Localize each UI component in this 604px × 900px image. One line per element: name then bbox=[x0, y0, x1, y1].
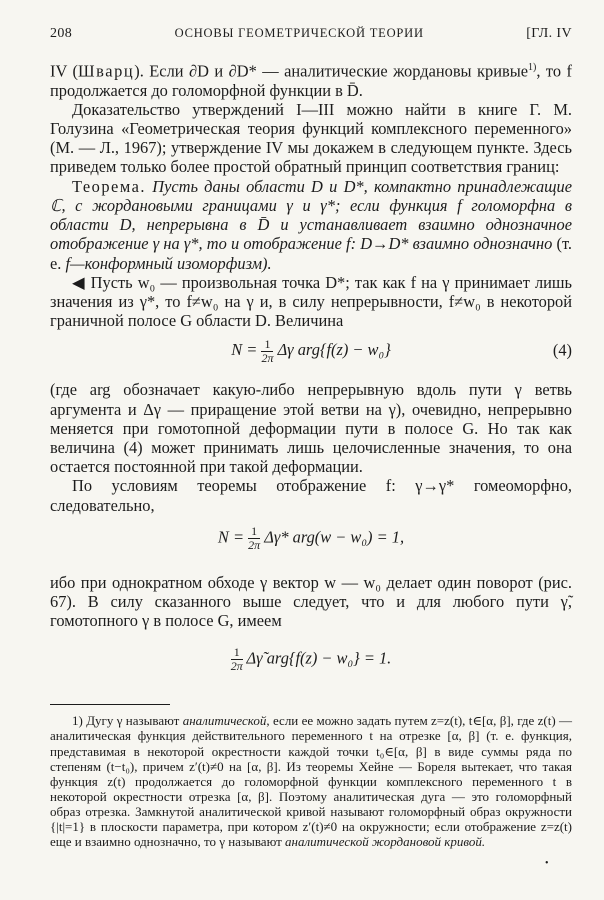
fraction: $\frac{1}{2\pi}$ bbox=[248, 523, 261, 552]
footnote-mark: 1) bbox=[72, 713, 83, 729]
page-number: 208 bbox=[50, 26, 73, 41]
equation-n-equals-1: N = $\frac{1}{2\pi}$ Δγ* arg(w − w₀) = 1, bbox=[217, 523, 405, 552]
footnote-ref: 1) bbox=[528, 62, 537, 73]
paragraph-homotopy: (где arg обозначает какую-либо непрерывную вдоль пути γ ветвь аргумента и Δγ — приращение этой ветви на γ), очевидно, непрерывно меняется при гомотопной деформации пути в полосе G. Но так как величина (4) может принимать лишь целочисленные значения, то она остается постоянной при такой деформации. bbox=[50, 380, 572, 477]
footnote: 1) Дугу γ называют аналитической, если ее можно задать путем z=z(t), t∈[α, β], где z(t) — аналитическая функция действительного переменного t на отрезке [α, β] (т. е. функция, представимая в некоторой окрестности каждой точки t₀∈[α, β] в виде суммы ряда по степеням (t−t₀), причем z′(t)≠0 на [α, β]. Из теоремы Хейне — Бореля вытекает, что такая функция z(t) продолжается до голоморфной функции комплексного переменного t в некоторой окрестности отрезка [α, β]. Поэтому аналитическая дуга — это голоморфный образ отрезка. Замкнутой аналитической кривой называют голоморфный образ окружности {|t|=1} в плоскости параметра, при котором z′(t)≠0 на окружности; если отображение z=z(t) еще и взаимно однозначно, то γ называют аналитической жордановой кривой. bbox=[50, 713, 573, 850]
author-name: Шварц bbox=[77, 61, 135, 81]
fraction: $\frac{1}{2\pi}$ bbox=[230, 645, 243, 674]
theorem: Теорема. Пусть даны области D и D*, компактно принадлежащие ℂ, с жордановыми границами γ и γ*; если функция f голоморфна в области D, непрерывна в D̄ и устанавливает взаимно однозначное отображение γ на γ*, то и отображение f: D→D* взаимно однозначно (т. е. f—конформный изоморфизм). bbox=[50, 176, 572, 273]
fraction: $\frac{1}{2\pi}$ bbox=[261, 337, 274, 366]
chapter-label: [ГЛ. IV bbox=[526, 26, 572, 41]
theorem-statement: Пусть даны области D и D*, компактно принадлежащие ℂ, с жордановыми границами γ и γ*; если функция f голоморфна в области D, непрерывна в D̄ и устанавливает взаимно однозначное отображение γ на γ*, то и отображение f: D→D* взаимно однозначно bbox=[50, 176, 572, 254]
paragraph-homeomorphism: По условиям теоремы отображение f: γ→γ* гомеоморфно, следовательно, bbox=[50, 476, 572, 515]
paragraph-statement-iv: IV (Шварц). Если ∂D и ∂D* — аналитические жордановы кривые$^{1)}$, то f продолжается до голоморфной функции в D̄. bbox=[50, 61, 572, 100]
equation-homotopic: $\frac{1}{2\pi}$ Δγ̃ arg{f(z) − w₀} = 1. bbox=[230, 645, 392, 674]
running-title: ОСНОВЫ ГЕОМЕТРИЧЕСКОЙ ТЕОРИИ bbox=[174, 26, 424, 40]
paragraph-reference: Доказательство утверждений I—III можно найти в книге Г. М. Голузина «Геометрическая теория функций комплексного переменного» (М. — Л., 1967); утверждение IV мы докажем в следующем пункте. Здесь приведем только более простой обратный принцип соответствия границ: bbox=[50, 99, 572, 177]
page bbox=[50, 26, 572, 849]
equation-number: (4) bbox=[552, 340, 572, 360]
main-text bbox=[50, 58, 572, 682]
footnote-divider bbox=[50, 704, 170, 705]
paragraph-rotation: ибо при однократном обходе γ вектор w — w₀ делает один поворот (рис. 67). В силу сказанного выше следует, что и для любого пути γ̃, гомотопного γ в полосе G, имеем bbox=[50, 572, 572, 631]
print-speck: • bbox=[545, 858, 549, 869]
proof-start: ◀ Пусть w₀ — произвольная точка D*; так как f на γ принимает лишь значения из γ*, то f≠w₀ на γ и, в силу непрерывности, f≠w₀ в некоторой граничной полосе G области D. Величина bbox=[50, 272, 572, 331]
running-header bbox=[50, 26, 572, 48]
theorem-heading: Теорема. bbox=[72, 176, 146, 196]
equation-4: N = $\frac{1}{2\pi}$ Δγ arg{f(z) − w₀} (4) bbox=[231, 337, 572, 366]
